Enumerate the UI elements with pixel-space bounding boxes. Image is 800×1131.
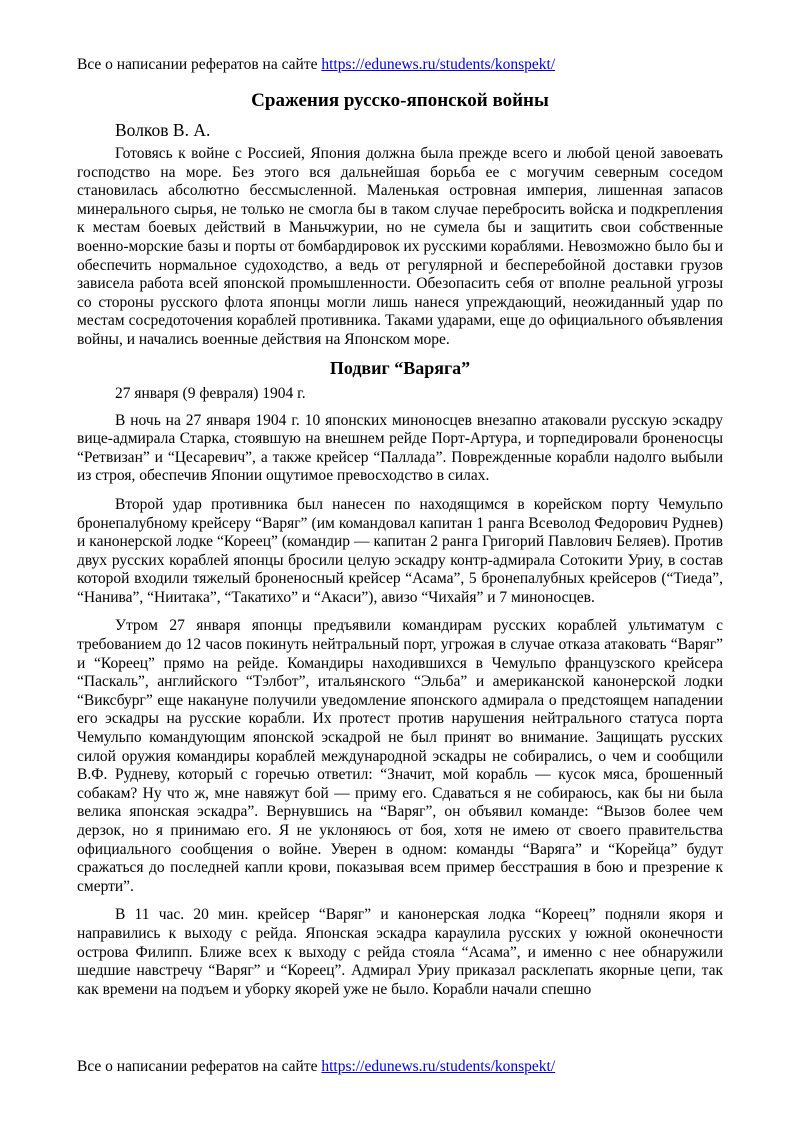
footer-text: Все о написании рефератов на сайте [77,1058,322,1075]
footer-link[interactable]: https://edunews.ru/students/konspekt/ [321,1058,556,1075]
section-paragraph-4: В 11 час. 20 мин. крейсер “Варяг” и канонерская лодка “Кореец” подняли якоря и направились к выходу с рейда. Японская эскадра караулила русских у южной оконечности острова Филипп. Ближе всех к выходу с рейда стояла “Асама”, и именно с нее обнаружили шедшие навстречу “Варяг” и “Кореец”. Адмирал Уриу приказал расклепать якорные цепи, так как времени на подъем и уборку якорей уже не было. Корабли начали спешно [77,906,723,998]
document-content [77,88,723,999]
header-text: Все о написании рефератов на сайте [77,56,322,73]
section-paragraph-3: Утром 27 января японцы предъявили командирам русских кораблей ультиматум с требованием до 12 часов покинуть нейтральный порт, угрожая в случае отказа атаковать “Варяг” и “Кореец” прямо на рейде. Командиры находившихся в Чемульпо французского крейсера “Паскаль”, английского “Тэлбот”, итальянского “Эльба” и американской канонерской лодки “Виксбург” еще накануне получили уведомление японского адмирала о предстоящем нападении его эскадры на русские корабли. Их протест против нарушения нейтрального статуса порта Чемульпо командующим японской эскадрой не был принят во внимание. Защищать русских силой оружия командиры кораблей международной эскадры не собирались, о чем и сообщили В.Ф. Рудневу, который с горечью ответил: “Значит, мой корабль — кусок мяса, брошенный собакам? Ну что ж, мне навяжут бой — приму его. Сдаваться я не собираюсь, как бы ни была велика японская эскадра”. Вернувшись на “Варяг”, он объявил команде: “Вызов более чем дерзок, но я принимаю его. Я не уклоняюсь от боя, хотя не имею от своего правительства официального сообщения о войне. Уверен в одном: команды “Варяга” и “Корейца” будут сражаться до последней капли крови, показывая всем пример бесстрашия в бою и презрение к смерти”. [77,617,723,895]
intro-paragraph: Готовясь к войне с Россией, Япония должна была прежде всего и любой ценой завоевать господство на море. Без этого вся дальнейшая борьба ее с могучим северным соседом становилась абсолютно бессмысленной. Маленькая островная империя, лишенная запасов минерального сырья, не только не смогла бы в таком случае перебросить войска и подкрепления к местам боевых действий в Маньчжурии, но не сумела бы и защитить свои собственные военно-морские базы и порты от бомбардировок их русскими кораблями. Невозможно было бы и обеспечить нормальное судоходство, а ведь от регулярной и бесперебойной доставки грузов зависела работа всей японской промышленности. Обезопасить себя от вполне реальной угрозы со стороны русского флота японцы могли лишь нанеся упреждающий, неожиданный удар по местам сосредоточения кораблей противника. Таками ударами, еще до официального объявления войны, и начались военные действия на Японском море. [77,145,723,348]
section-title: Подвиг “Варяга” [329,357,471,378]
section-paragraph-2: Второй удар противника был нанесен по находящимся в корейском порту Чемульпо бронепалубному крейсеру “Варяг” (им командовал капитан 1 ранга Всеволод Федорович Руднев) и канонерской лодке “Кореец” (командир — капитан 2 ранга Григорий Павлович Беляев). Против двух русских кораблей японцы бросили целую эскадру контр-адмирала Сотокити Уриу, в состав которой входили тяжелый броненосный крейсер “Асама”, 5 бронепалубных крейсеров (“Тиеда”, “Нанива”, “Ниитака”, “Такатихо” и “Акаси”), авизо “Чихайя” и 7 миноносцев. [77,495,723,606]
section-paragraph-1: В ночь на 27 января 1904 г. 10 японских миноносцев внезапно атаковали русскую эскадру вице-адмирала Старка, стоявшую на внешнем рейде Порт-Артура, и торпедировали броненосцы “Ретвизан” и “Цесаревич”, а также крейсер “Паллада”. Поврежденные корабли надолго выбыли из строя, обеспечив Японии ощутимое превосходство в силах. [77,411,723,485]
section-date: 27 января (9 февраля) 1904 г. [115,384,306,402]
document-title: Сражения русско-японской войны [251,90,549,111]
page-header [77,56,555,74]
page-footer [77,1058,555,1076]
header-link[interactable]: https://edunews.ru/students/konspekt/ [321,56,556,73]
document-author: Волков В. А. [115,120,211,140]
